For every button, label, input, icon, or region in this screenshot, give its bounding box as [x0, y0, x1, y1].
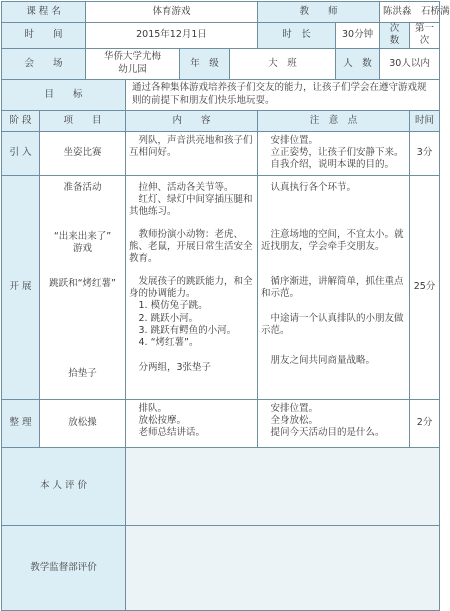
goal-row: [2, 79, 440, 110]
column-header-stage: 阶 段: [2, 110, 40, 131]
duration-value: 30分钟: [336, 23, 380, 49]
stage-name: 整 理: [2, 399, 40, 447]
self-evaluation-label: 本 人 评 价: [2, 447, 126, 525]
goal-label: 目 标: [2, 79, 126, 110]
supervisor-evaluation-field[interactable]: [126, 525, 440, 610]
header-row-venue: [2, 48, 440, 79]
stage-item: 准备活动: [63, 181, 102, 193]
goal-text: 通过各种集体游戏培养孩子们交友的能力，让孩子们学会在遵守游戏规则的前提下和朋友们快乐地玩耍。: [126, 79, 440, 110]
stage-name: 引 入: [2, 131, 40, 175]
grade-label: 年 级: [180, 48, 230, 79]
teacher-label: 教 师: [258, 2, 380, 23]
stage-content: 分两组，3张垫子: [129, 361, 212, 373]
stage-item: “出来出来了” 游戏: [53, 231, 112, 255]
header-row-course: [2, 2, 440, 23]
stage-content: 拉伸、活动各关节等。 红灯、绿灯中间穿插压腿和其他练习。: [129, 181, 253, 218]
stage-content: 排队。 放松按摩。 老师总结讲话。: [138, 402, 206, 439]
column-header-content: 内 容: [126, 110, 258, 131]
self-evaluation-field[interactable]: [126, 447, 440, 525]
count-label: 人 数: [336, 48, 380, 79]
count-value: 30人以内: [380, 48, 440, 79]
session-label: 次 数: [380, 23, 410, 49]
venue-label: 会 场: [2, 48, 86, 79]
stage-row-intro: [2, 131, 440, 175]
column-header-row: [2, 110, 440, 131]
stage-time: 3分: [410, 131, 440, 175]
stage-item: 跳跃和“烤红薯”: [49, 277, 116, 289]
session-value: 第一次: [410, 23, 440, 49]
stage-item: 拾垫子: [68, 368, 97, 380]
stage-notes: 安排位置。 全身放松。 提问今天活动目的是什么。: [270, 402, 385, 439]
column-header-time: 时间: [410, 110, 440, 131]
stage-notes: 朋友之间共同商量战略。: [261, 355, 376, 367]
stage-row-main: [2, 175, 440, 399]
stage-notes: 循序渐进，讲解简单，抓住重点和示范。 中途请一个认真排队的小朋友做示范。: [261, 275, 404, 337]
column-header-notes: 注 意 点: [258, 110, 410, 131]
date-value: 2015年12月1日: [86, 23, 258, 49]
stage-notes: 安排位置。 立正姿势，让孩子们安静下来。 自我介绍，说明本课的目的。: [270, 134, 404, 171]
lesson-plan-table: [1, 1, 450, 611]
stage-notes: 注意场地的空间，不宜太小。就近找朋友，学会牵手交朋友。: [261, 229, 404, 253]
stage-content: 发展孩子的跳跃能力，和全身的协调能力。 1. 模仿兔子跳。 2. 跳跃小河。 3. 跳跃有鳄鱼的小河。 4. “烤红薯”。: [129, 275, 253, 349]
stage-content: 列队，声音洪亮地和孩子们互相问好。: [129, 134, 253, 159]
course-value: 体育游戏: [86, 2, 258, 23]
stage-notes: 认真执行各个环节。: [261, 181, 357, 193]
grade-value: 大 班: [230, 48, 336, 79]
duration-label: 时 长: [258, 23, 336, 49]
stage-content: 教师扮演小动物：老虎、熊、老鼠，开展日常生活安全教育。: [129, 228, 253, 265]
evaluation-row-self: [2, 447, 440, 525]
stage-time: 2分: [410, 399, 440, 447]
column-header-item: 项 目: [40, 110, 126, 131]
stage-item: 放松操: [40, 399, 126, 447]
stage-name: 开 展: [2, 175, 40, 399]
course-label: 课 程 名: [2, 2, 86, 23]
stage-row-cooldown: [2, 399, 440, 447]
supervisor-evaluation-label: 教学监督部评价: [2, 525, 126, 610]
time-label: 时 间: [2, 23, 86, 49]
venue-value: 华侨大学尤梅 幼儿园: [104, 51, 162, 75]
header-row-time: [2, 23, 440, 49]
evaluation-row-supervisor: [2, 525, 440, 610]
stage-time: 25分: [410, 175, 440, 399]
teacher-value: 陈洪淼 石桥满: [380, 2, 440, 23]
stage-item: 坐姿比赛: [40, 131, 126, 175]
